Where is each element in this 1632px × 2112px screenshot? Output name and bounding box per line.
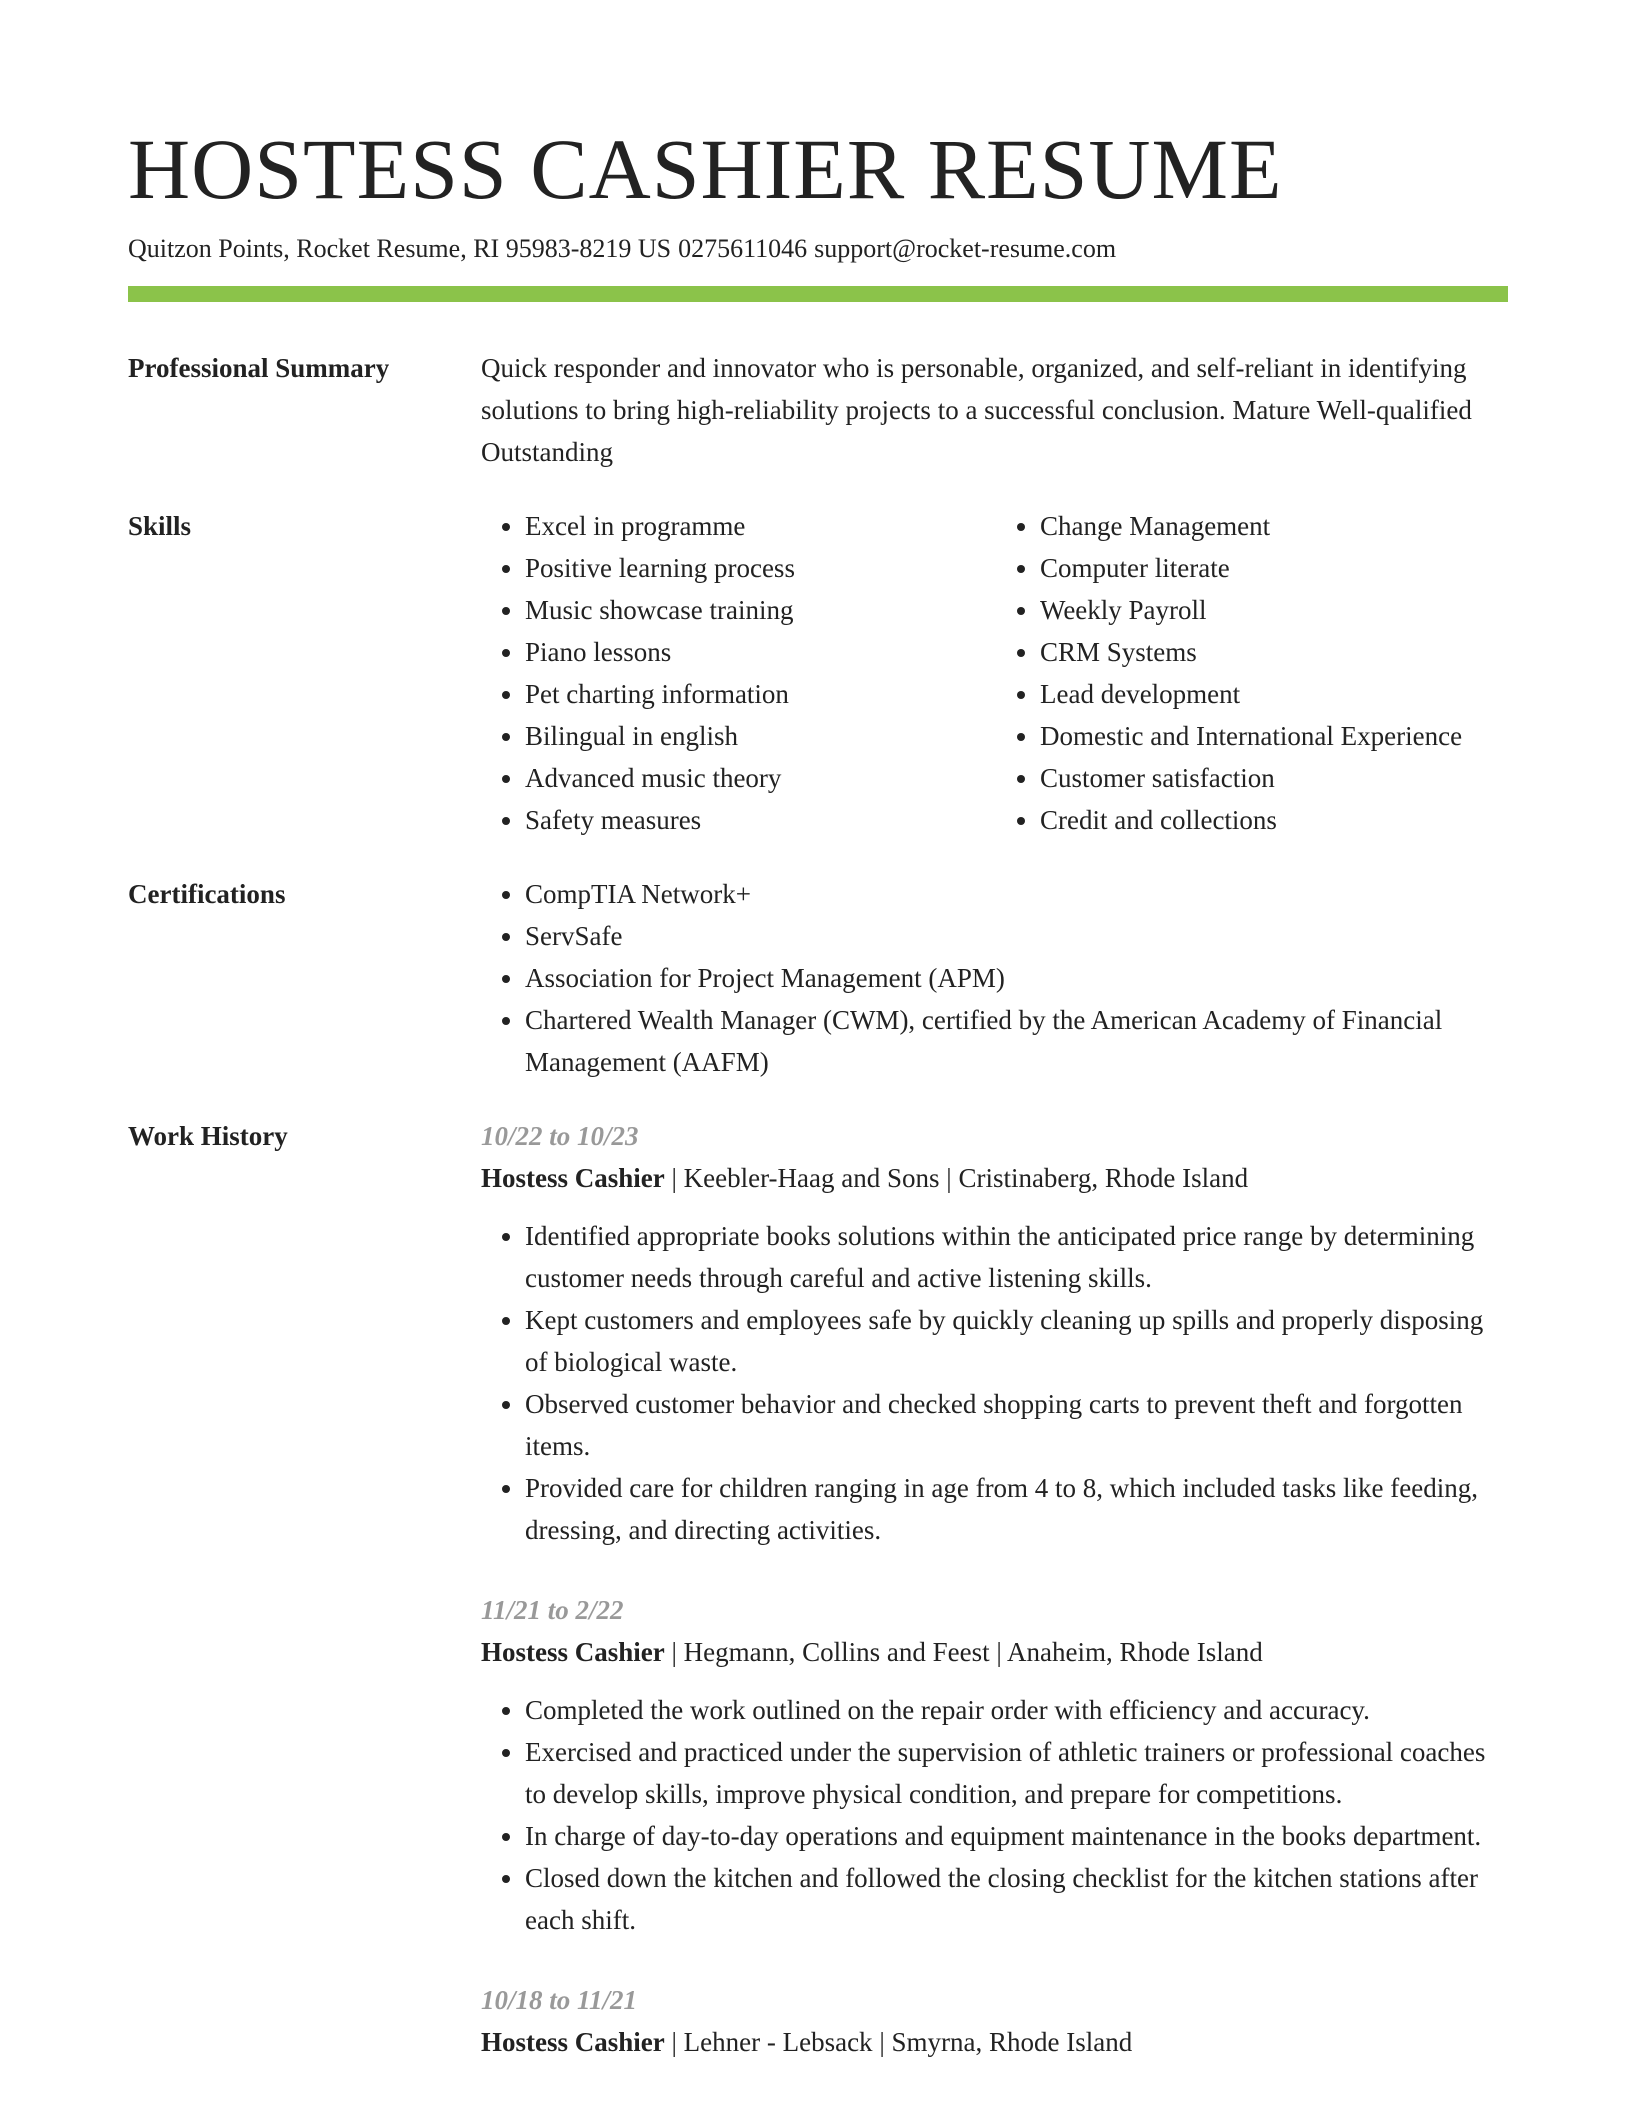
- job-separator: |: [879, 2027, 885, 2057]
- job-title-line: [481, 1631, 1511, 1673]
- header-divider: [128, 286, 1508, 302]
- list-item: • Safety measures: [525, 799, 996, 841]
- summary-content: [481, 347, 1511, 473]
- list-item: • CRM Systems: [1040, 631, 1511, 673]
- list-item: • Identified appropriate books solutions within the anticipated price range by determining customer needs through careful and active listening skills.: [525, 1215, 1511, 1299]
- list-item: • Positive learning process: [525, 547, 996, 589]
- work-history-heading: Work History: [128, 1121, 288, 1151]
- job-title: Hostess Cashier: [481, 2027, 665, 2057]
- job-company: Keebler-Haag and Sons: [683, 1163, 940, 1193]
- job-location: Anaheim, Rhode Island: [1007, 1637, 1263, 1667]
- job-location: Cristinaberg, Rhode Island: [958, 1163, 1249, 1193]
- job-title-line: [481, 2021, 1511, 2063]
- certifications-content: [481, 873, 1511, 1083]
- job-duties-list: [481, 1689, 1511, 1941]
- list-item: • CompTIA Network+: [525, 873, 1511, 915]
- job-title: Hostess Cashier: [481, 1163, 665, 1193]
- job-dates: 11/21 to 2/22: [481, 1595, 624, 1625]
- list-item: • Provided care for children ranging in age from 4 to 8, which included tasks like feeding, dressing, and directing activities.: [525, 1467, 1511, 1551]
- job-separator: |: [946, 1163, 952, 1193]
- list-item: • Piano lessons: [525, 631, 996, 673]
- skills-heading: Skills: [128, 511, 192, 541]
- list-item: • Change Management: [1040, 505, 1511, 547]
- list-item: • Weekly Payroll: [1040, 589, 1511, 631]
- list-item: • Advanced music theory: [525, 757, 996, 799]
- job-dates: 10/22 to 10/23: [481, 1121, 639, 1151]
- skills-columns: [481, 505, 1511, 841]
- list-item: • Bilingual in english: [525, 715, 996, 757]
- list-item: • Exercised and practiced under the supervision of athletic trainers or professional coaches to develop skills, improve physical condition, and prepare for competitions.: [525, 1731, 1511, 1815]
- job-separator: |: [671, 2027, 677, 2057]
- job-entry: [481, 1979, 1511, 2063]
- certifications-list: [481, 873, 1511, 1083]
- list-item: • Observed customer behavior and checked shopping carts to prevent theft and forgotten items.: [525, 1383, 1511, 1467]
- job-entry: [481, 1115, 1511, 1551]
- contact-address: Quitzon Points, Rocket Resume, RI 95983-8219 US: [128, 234, 672, 263]
- skills-list-left: [481, 505, 996, 841]
- job-separator: |: [671, 1637, 677, 1667]
- contact-email: support@rocket-resume.com: [814, 234, 1117, 263]
- list-item: • Completed the work outlined on the repair order with efficiency and accuracy.: [525, 1689, 1511, 1731]
- summary-text: Quick responder and innovator who is personable, organized, and self-reliant in identifying solutions to bring high-reliability projects to a successful conclusion. Mature Well-qualified Outstanding: [481, 353, 1472, 467]
- list-item: • Domestic and International Experience: [1040, 715, 1511, 757]
- list-item: • Chartered Wealth Manager (CWM), certified by the American Academy of Financial Management (AAFM): [525, 999, 1511, 1083]
- list-item: • Computer literate: [1040, 547, 1511, 589]
- contact-line: [128, 231, 1116, 267]
- list-item: • Kept customers and employees safe by quickly cleaning up spills and properly disposing of biological waste.: [525, 1299, 1511, 1383]
- work-history-content: [481, 1115, 1511, 2101]
- contact-phone: 0275611046: [678, 234, 808, 263]
- list-item: • In charge of day-to-day operations and equipment maintenance in the books department.: [525, 1815, 1511, 1857]
- job-separator: |: [996, 1637, 1002, 1667]
- job-separator: |: [671, 1163, 677, 1193]
- list-item: • Pet charting information: [525, 673, 996, 715]
- certifications-heading: Certifications: [128, 879, 286, 909]
- job-location: Smyrna, Rhode Island: [891, 2027, 1133, 2057]
- list-item: • Closed down the kitchen and followed the closing checklist for the kitchen stations after each shift.: [525, 1857, 1511, 1941]
- list-item: • Lead development: [1040, 673, 1511, 715]
- job-company: Hegmann, Collins and Feest: [683, 1637, 990, 1667]
- job-title: Hostess Cashier: [481, 1637, 665, 1667]
- resume-title: HOSTESS CASHIER RESUME: [128, 121, 1283, 217]
- job-entry: [481, 1589, 1511, 1941]
- list-item: • Excel in programme: [525, 505, 996, 547]
- list-item: • Customer satisfaction: [1040, 757, 1511, 799]
- skills-list-right: [996, 505, 1511, 841]
- list-item: • Music showcase training: [525, 589, 996, 631]
- job-title-line: [481, 1157, 1511, 1199]
- job-dates: 10/18 to 11/21: [481, 1985, 638, 2015]
- list-item: • Association for Project Management (APM): [525, 957, 1511, 999]
- job-company: Lehner - Lebsack: [683, 2027, 873, 2057]
- list-item: • Credit and collections: [1040, 799, 1511, 841]
- summary-heading: Professional Summary: [128, 353, 390, 383]
- list-item: • ServSafe: [525, 915, 1511, 957]
- job-duties-list: [481, 1215, 1511, 1551]
